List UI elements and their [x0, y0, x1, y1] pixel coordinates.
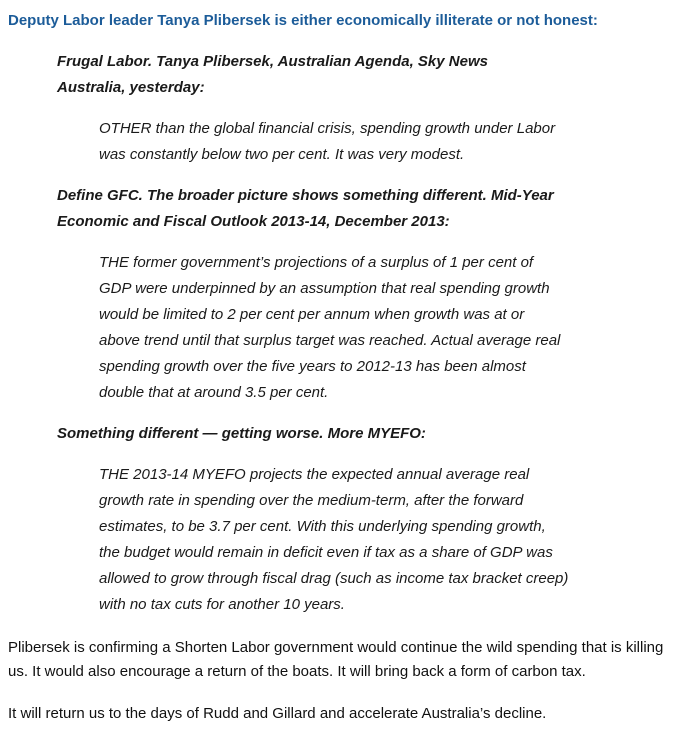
- quote-text-2: THE former government’s projections of a surplus of 1 per cent of GDP were underpinned by an assumption that real spending growth would be limited to 2 per cent per annum when growth was at or above trend until that surplus target was reached. Actual average real spending growth over the five years to 2012-13 has been almost double that at around 3.5 per cent.: [99, 254, 561, 401]
- closing-paragraph-1: Plibersek is confirming a Shorten Labor government would continue the wild spending that is killing us. It would also encourage a return of the boats. It will bring back a form of carbon tax.: [8, 639, 664, 680]
- quote-text-3: THE 2013-14 MYEFO projects the expected annual average real growth rate in spending over the medium-term, after the forward estimates, to be 3.7 per cent. With this underlying spending growth, the budget would remain in deficit even if tax as a share of GDP was allowed to grow through fiscal drag (such as income tax bracket creep) with no tax cuts for another 10 years.: [99, 466, 569, 613]
- quote-attribution-2: Define GFC. The broader picture shows something different. Mid-Year Economic and Fiscal Outlook 2013-14, December 2013:: [57, 187, 554, 230]
- closing-paragraph-2: It will return us to the days of Rudd and Gillard and accelerate Australia’s decline.: [8, 705, 547, 722]
- quote-text-1: OTHER than the global financial crisis, spending growth under Labor was constantly below two per cent. It was very modest.: [99, 120, 556, 163]
- quote-attribution-3: Something different — getting worse. More MYEFO:: [57, 425, 426, 442]
- quote-attribution-1: Frugal Labor. Tanya Plibersek, Australian Agenda, Sky News Australia, yesterday:: [57, 53, 488, 96]
- post-title-link[interactable]: Deputy Labor leader Tanya Plibersek is either economically illiterate or not honest:: [8, 12, 598, 29]
